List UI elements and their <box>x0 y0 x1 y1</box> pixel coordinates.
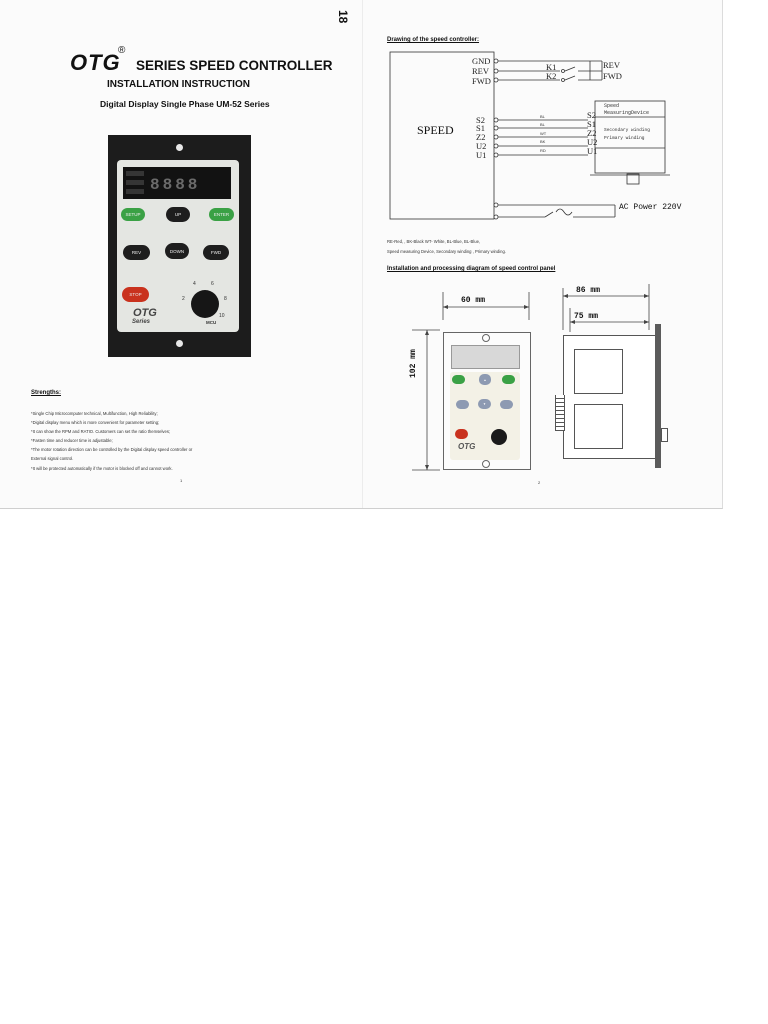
strength-item: *Fasten time and reducer time is adjustable; <box>31 438 113 443</box>
page-number: 2 <box>538 480 541 485</box>
dim-depth-total: 86 mm <box>576 286 601 295</box>
side-view-connector <box>555 395 565 431</box>
terminal-gnd: GND <box>472 56 491 66</box>
dial-tick: 6 <box>211 281 214 287</box>
page-fold-line <box>362 0 363 508</box>
side-view-plate <box>655 324 661 468</box>
dim-depth-body: 75 mm <box>574 312 599 321</box>
terminal-z2: Z2 <box>476 132 486 142</box>
panel-fwd-button <box>500 400 513 409</box>
terminal-s2: S2 <box>476 115 485 125</box>
terminal-rev: REV <box>472 66 489 76</box>
wire-color-label: RD <box>540 148 546 153</box>
terminal-fwd: FWD <box>472 76 491 86</box>
strength-item: *Digital display menu which is more convenient for parameter setting; <box>31 420 160 425</box>
speed-dial-knob <box>191 290 219 318</box>
device-mcu-label: MCU <box>206 320 217 325</box>
display-indicator <box>126 171 144 176</box>
wire-color-label: BK <box>540 139 546 144</box>
device-brand-series: Series <box>132 319 151 325</box>
panel-rev-button <box>456 400 469 409</box>
speed-label: SPEED <box>417 123 454 137</box>
panel-down-button: ▼ <box>478 399 491 409</box>
panel-stop-button <box>455 429 468 439</box>
panel-brand-logo: OTG <box>458 442 476 451</box>
dial-tick: 8 <box>224 296 227 302</box>
strengths-heading: Strengths: <box>31 390 61 396</box>
page-number: 1 <box>180 478 183 483</box>
drawing-heading: Drawing of the speed controller: <box>387 37 480 43</box>
motor-terminal-z2: Z2 <box>587 128 597 138</box>
strength-item: External signal control. <box>31 456 74 461</box>
panel-hole-bottom <box>482 460 490 468</box>
dial-tick: 4 <box>193 281 196 287</box>
installation-heading: Installation and processing diagram of speed control panel <box>387 266 556 272</box>
device-brand-logo: OTG <box>133 307 157 319</box>
stop-button: STOP <box>122 287 149 302</box>
strength-item: *It can show the RPM and RATIO. Customers can set the ratio themselves; <box>31 429 171 434</box>
motor-terminal-s1: S1 <box>587 119 596 129</box>
document-title: SERIES SPEED CONTROLLER <box>136 58 333 73</box>
winding-legend: Speed measuring Device, Secondary winding , Primary winding. <box>387 249 506 254</box>
dial-tick: 2 <box>182 296 185 302</box>
side-view-window <box>574 349 623 394</box>
terminal-u2: U2 <box>476 141 487 151</box>
motor-terminal-s2: S2 <box>587 110 596 120</box>
wire-color-label: WT <box>540 131 547 136</box>
panel-speed-dial <box>491 429 507 445</box>
panel-hole-top <box>482 334 490 342</box>
rev-button: REV <box>123 245 150 260</box>
fwd-button: FWD <box>203 245 229 260</box>
dim-width: 60 mm <box>461 296 486 305</box>
speed-device-label: MeasuringDevice <box>604 110 650 116</box>
output-fwd: FWD <box>603 71 622 81</box>
switch-k2: K2 <box>546 71 557 81</box>
motor-terminal-u1: U1 <box>587 146 598 156</box>
output-rev: REV <box>603 60 620 70</box>
motor-terminal-u2: U2 <box>587 137 598 147</box>
document-subtitle: INSTALLATION INSTRUCTION <box>107 79 250 90</box>
enter-button: ENTER <box>209 208 234 221</box>
primary-winding-label: Primary winding <box>604 136 645 141</box>
setup-button: SETUP <box>121 208 145 221</box>
display-indicator <box>126 189 144 194</box>
wire-color-label: BL <box>540 122 545 127</box>
secondary-winding-label: Secondary winding <box>604 128 650 133</box>
side-view-shaft <box>661 428 668 442</box>
strength-item: *The motor rotation direction can be controlled by the Digital display speed controller or <box>31 447 193 452</box>
dim-height: 102 mm <box>409 349 418 378</box>
page-marker: 18 <box>336 10 350 24</box>
wire-color-label: BL <box>540 114 545 119</box>
panel-enter-button <box>502 375 515 384</box>
mount-hole-bottom <box>176 340 183 347</box>
strength-item: *Single Chip Microcomputer technical, Multifunction, High Reliability; <box>31 411 158 416</box>
dial-tick: 10 <box>219 313 225 319</box>
ac-power-label: AC Power 220V <box>619 203 682 212</box>
side-view-window <box>574 404 623 449</box>
series-name: Digital Display Single Phase UM-52 Series <box>100 99 270 109</box>
up-button: UP <box>166 207 190 222</box>
panel-display <box>451 345 520 369</box>
display-digits: 8888 <box>150 176 201 194</box>
wire-color-legend: RE-Red, , BK-Black WT- White, BL-Blue, BL-Blue, <box>387 239 481 244</box>
registered-mark: ® <box>118 45 126 56</box>
strength-item: *It will be protected automatically if the motor is blocked off and cannot work. <box>31 466 173 471</box>
otg-logo: OTG <box>70 50 121 75</box>
panel-setup-button <box>452 375 465 384</box>
mount-hole-top <box>176 144 183 151</box>
terminal-s1: S1 <box>476 123 485 133</box>
down-button: DOWN <box>165 243 189 259</box>
display-indicator <box>126 180 144 185</box>
terminal-u1: U1 <box>476 150 487 160</box>
switch-k1: K1 <box>546 62 557 72</box>
speed-device-label: Speed <box>604 103 620 109</box>
panel-up-button: ▲ <box>479 374 491 385</box>
